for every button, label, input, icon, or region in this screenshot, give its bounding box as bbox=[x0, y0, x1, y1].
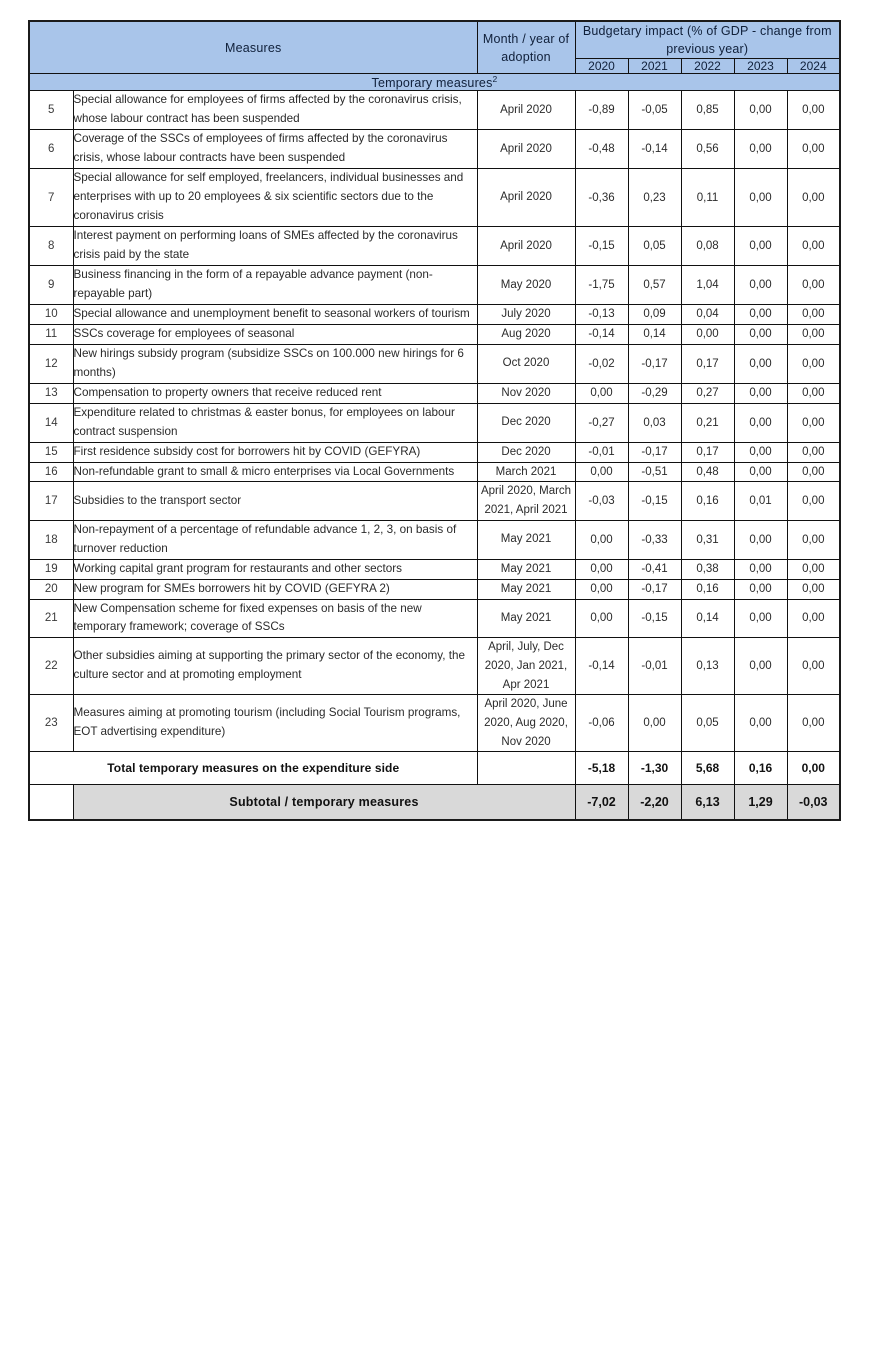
measure-description: Non-repayment of a percentage of refundable advance 1, 2, 3, on basis of turnover reduction bbox=[73, 520, 477, 559]
table-row bbox=[29, 559, 840, 579]
value-2022: 0,11 bbox=[681, 169, 734, 227]
value-2021: 0,14 bbox=[628, 324, 681, 344]
measure-description: Compensation to property owners that receive reduced rent bbox=[73, 383, 477, 403]
value-2023: 0,00 bbox=[734, 304, 787, 324]
measure-description: Expenditure related to christmas & easter bonus, for employees on labour contract suspension bbox=[73, 403, 477, 442]
row-number: 7 bbox=[29, 169, 73, 227]
value-2020: -0,48 bbox=[575, 130, 628, 169]
total-row bbox=[29, 752, 840, 785]
table-header bbox=[29, 21, 840, 74]
measure-description: New program for SMEs borrowers hit by COVID (GEFYRA 2) bbox=[73, 579, 477, 599]
measure-description: Working capital grant program for restaurants and other sectors bbox=[73, 559, 477, 579]
table-row bbox=[29, 638, 840, 695]
row-number: 15 bbox=[29, 442, 73, 462]
total-value-2022: 5,68 bbox=[681, 752, 734, 785]
value-2022: 1,04 bbox=[681, 265, 734, 304]
value-2023: 0,00 bbox=[734, 638, 787, 695]
value-2020: -1,75 bbox=[575, 265, 628, 304]
section-banner-label: Temporary measures bbox=[371, 76, 493, 91]
adoption-month: Dec 2020 bbox=[477, 442, 575, 462]
section-banner-footnote: 2 bbox=[492, 74, 498, 85]
row-number: 6 bbox=[29, 130, 73, 169]
value-2023: 0,00 bbox=[734, 344, 787, 383]
row-number: 21 bbox=[29, 599, 73, 638]
adoption-month: Nov 2020 bbox=[477, 383, 575, 403]
row-number: 8 bbox=[29, 227, 73, 266]
table-row bbox=[29, 227, 840, 266]
measure-description: Measures aiming at promoting tourism (including Social Tourism programs, EOT advertising expenditure) bbox=[73, 695, 477, 752]
value-2024: 0,00 bbox=[787, 520, 840, 559]
row-number: 18 bbox=[29, 520, 73, 559]
value-2021: -0,33 bbox=[628, 520, 681, 559]
adoption-month: Aug 2020 bbox=[477, 324, 575, 344]
header-row-main bbox=[29, 21, 840, 59]
value-2020: 0,00 bbox=[575, 579, 628, 599]
measure-description: Special allowance and unemployment benefit to seasonal workers of tourism bbox=[73, 304, 477, 324]
adoption-month: April 2020 bbox=[477, 227, 575, 266]
measure-description: Special allowance for self employed, freelancers, individual businesses and enterprises with up to 20 employees & six scientific sectors due to the coronavirus crisis bbox=[73, 169, 477, 227]
measure-description: Subsidies to the transport sector bbox=[73, 482, 477, 520]
value-2022: 0,16 bbox=[681, 579, 734, 599]
value-2023: 0,00 bbox=[734, 91, 787, 130]
value-2023: 0,01 bbox=[734, 482, 787, 520]
header-month-year: Month / year of adoption bbox=[477, 21, 575, 74]
value-2023: 0,00 bbox=[734, 599, 787, 638]
adoption-month: April 2020, June 2020, Aug 2020, Nov 2020 bbox=[477, 695, 575, 752]
total-value-2021: -1,30 bbox=[628, 752, 681, 785]
subtotal-blank-cell bbox=[29, 785, 73, 821]
value-2022: 0,05 bbox=[681, 695, 734, 752]
measure-description: New hirings subsidy program (subsidize SSCs on 100.000 new hirings for 6 months) bbox=[73, 344, 477, 383]
header-year-2024: 2024 bbox=[787, 59, 840, 74]
value-2020: -0,89 bbox=[575, 91, 628, 130]
row-number: 10 bbox=[29, 304, 73, 324]
value-2024: 0,00 bbox=[787, 91, 840, 130]
row-number: 11 bbox=[29, 324, 73, 344]
value-2022: 0,13 bbox=[681, 638, 734, 695]
value-2020: -0,15 bbox=[575, 227, 628, 266]
value-2020: -0,01 bbox=[575, 442, 628, 462]
value-2024: 0,00 bbox=[787, 265, 840, 304]
subtotal-value-2021: -2,20 bbox=[628, 785, 681, 821]
value-2023: 0,00 bbox=[734, 695, 787, 752]
header-year-2020: 2020 bbox=[575, 59, 628, 74]
value-2022: 0,21 bbox=[681, 403, 734, 442]
value-2020: -0,27 bbox=[575, 403, 628, 442]
header-year-2022: 2022 bbox=[681, 59, 734, 74]
value-2024: 0,00 bbox=[787, 482, 840, 520]
section-banner-row bbox=[29, 74, 840, 91]
row-number: 9 bbox=[29, 265, 73, 304]
row-number: 5 bbox=[29, 91, 73, 130]
value-2024: 0,00 bbox=[787, 227, 840, 266]
measure-description: Interest payment on performing loans of SMEs affected by the coronavirus crisis paid by the state bbox=[73, 227, 477, 266]
measure-description: Other subsidies aiming at supporting the primary sector of the economy, the culture sector and at promoting employment bbox=[73, 638, 477, 695]
table-row bbox=[29, 442, 840, 462]
value-2024: 0,00 bbox=[787, 403, 840, 442]
table-row bbox=[29, 383, 840, 403]
adoption-month: Oct 2020 bbox=[477, 344, 575, 383]
header-year-2021: 2021 bbox=[628, 59, 681, 74]
value-2020: -0,03 bbox=[575, 482, 628, 520]
adoption-month: May 2021 bbox=[477, 520, 575, 559]
value-2024: 0,00 bbox=[787, 462, 840, 482]
header-measures: Measures bbox=[29, 21, 477, 74]
value-2024: 0,00 bbox=[787, 324, 840, 344]
value-2020: 0,00 bbox=[575, 559, 628, 579]
row-number: 16 bbox=[29, 462, 73, 482]
value-2021: -0,51 bbox=[628, 462, 681, 482]
value-2022: 0,16 bbox=[681, 482, 734, 520]
adoption-month: April 2020, March 2021, April 2021 bbox=[477, 482, 575, 520]
row-number: 23 bbox=[29, 695, 73, 752]
table-row bbox=[29, 462, 840, 482]
adoption-month: May 2021 bbox=[477, 559, 575, 579]
table-body bbox=[29, 74, 840, 820]
value-2021: 0,03 bbox=[628, 403, 681, 442]
measure-description: Non-refundable grant to small & micro enterprises via Local Governments bbox=[73, 462, 477, 482]
table-row bbox=[29, 599, 840, 638]
value-2021: 0,57 bbox=[628, 265, 681, 304]
measure-description: Business financing in the form of a repayable advance payment (non-repayable part) bbox=[73, 265, 477, 304]
measure-description: Special allowance for employees of firms affected by the coronavirus crisis, whose labour contract has been suspended bbox=[73, 91, 477, 130]
value-2020: -0,14 bbox=[575, 324, 628, 344]
fiscal-measures-page bbox=[28, 20, 840, 821]
row-number: 19 bbox=[29, 559, 73, 579]
table-row bbox=[29, 344, 840, 383]
value-2020: -0,14 bbox=[575, 638, 628, 695]
value-2024: 0,00 bbox=[787, 169, 840, 227]
adoption-month: May 2021 bbox=[477, 599, 575, 638]
value-2024: 0,00 bbox=[787, 638, 840, 695]
adoption-month: April, July, Dec 2020, Jan 2021, Apr 2021 bbox=[477, 638, 575, 695]
value-2020: -0,36 bbox=[575, 169, 628, 227]
value-2023: 0,00 bbox=[734, 403, 787, 442]
value-2024: 0,00 bbox=[787, 344, 840, 383]
measure-description: New Compensation scheme for fixed expenses on basis of the new temporary framework; coverage of SSCs bbox=[73, 599, 477, 638]
table-row bbox=[29, 579, 840, 599]
value-2023: 0,00 bbox=[734, 169, 787, 227]
total-value-2020: -5,18 bbox=[575, 752, 628, 785]
total-value-2024: 0,00 bbox=[787, 752, 840, 785]
value-2024: 0,00 bbox=[787, 559, 840, 579]
header-year-2023: 2023 bbox=[734, 59, 787, 74]
value-2022: 0,56 bbox=[681, 130, 734, 169]
value-2021: -0,41 bbox=[628, 559, 681, 579]
adoption-month: Dec 2020 bbox=[477, 403, 575, 442]
row-number: 22 bbox=[29, 638, 73, 695]
value-2021: -0,17 bbox=[628, 344, 681, 383]
row-number: 17 bbox=[29, 482, 73, 520]
value-2021: 0,23 bbox=[628, 169, 681, 227]
value-2022: 0,08 bbox=[681, 227, 734, 266]
row-number: 20 bbox=[29, 579, 73, 599]
table-row bbox=[29, 265, 840, 304]
value-2022: 0,17 bbox=[681, 442, 734, 462]
adoption-month: April 2020 bbox=[477, 169, 575, 227]
table-row bbox=[29, 91, 840, 130]
value-2020: 0,00 bbox=[575, 599, 628, 638]
measure-description: SSCs coverage for employees of seasonal bbox=[73, 324, 477, 344]
value-2022: 0,85 bbox=[681, 91, 734, 130]
value-2022: 0,04 bbox=[681, 304, 734, 324]
subtotal-value-2022: 6,13 bbox=[681, 785, 734, 821]
value-2024: 0,00 bbox=[787, 442, 840, 462]
value-2022: 0,14 bbox=[681, 599, 734, 638]
subtotal-value-2024: -0,03 bbox=[787, 785, 840, 821]
value-2022: 0,17 bbox=[681, 344, 734, 383]
total-value-2023: 0,16 bbox=[734, 752, 787, 785]
value-2020: -0,02 bbox=[575, 344, 628, 383]
measure-description: Coverage of the SSCs of employees of firms affected by the coronavirus crisis, whose labour contracts have been suspended bbox=[73, 130, 477, 169]
row-number: 14 bbox=[29, 403, 73, 442]
value-2023: 0,00 bbox=[734, 265, 787, 304]
table-row bbox=[29, 130, 840, 169]
adoption-month: July 2020 bbox=[477, 304, 575, 324]
row-number: 12 bbox=[29, 344, 73, 383]
value-2023: 0,00 bbox=[734, 559, 787, 579]
subtotal-value-2020: -7,02 bbox=[575, 785, 628, 821]
value-2022: 0,27 bbox=[681, 383, 734, 403]
adoption-month: March 2021 bbox=[477, 462, 575, 482]
value-2023: 0,00 bbox=[734, 462, 787, 482]
value-2024: 0,00 bbox=[787, 579, 840, 599]
table-row bbox=[29, 403, 840, 442]
value-2023: 0,00 bbox=[734, 579, 787, 599]
value-2024: 0,00 bbox=[787, 599, 840, 638]
section-banner-cell bbox=[29, 74, 840, 91]
value-2022: 0,48 bbox=[681, 462, 734, 482]
value-2022: 0,00 bbox=[681, 324, 734, 344]
value-2021: -0,29 bbox=[628, 383, 681, 403]
value-2023: 0,00 bbox=[734, 324, 787, 344]
value-2022: 0,31 bbox=[681, 520, 734, 559]
table-row bbox=[29, 324, 840, 344]
total-month bbox=[477, 752, 575, 785]
value-2023: 0,00 bbox=[734, 383, 787, 403]
value-2020: -0,06 bbox=[575, 695, 628, 752]
value-2021: 0,05 bbox=[628, 227, 681, 266]
value-2021: 0,09 bbox=[628, 304, 681, 324]
value-2021: -0,01 bbox=[628, 638, 681, 695]
subtotal-label: Subtotal / temporary measures bbox=[73, 785, 575, 821]
table-row bbox=[29, 520, 840, 559]
value-2021: 0,00 bbox=[628, 695, 681, 752]
value-2021: -0,17 bbox=[628, 579, 681, 599]
fiscal-measures-table bbox=[28, 20, 841, 821]
value-2023: 0,00 bbox=[734, 227, 787, 266]
subtotal-row bbox=[29, 785, 840, 821]
value-2023: 0,00 bbox=[734, 442, 787, 462]
value-2024: 0,00 bbox=[787, 695, 840, 752]
value-2021: -0,14 bbox=[628, 130, 681, 169]
row-number: 13 bbox=[29, 383, 73, 403]
adoption-month: May 2020 bbox=[477, 265, 575, 304]
value-2021: -0,17 bbox=[628, 442, 681, 462]
value-2023: 0,00 bbox=[734, 130, 787, 169]
measure-description: First residence subsidy cost for borrowers hit by COVID (GEFYRA) bbox=[73, 442, 477, 462]
value-2024: 0,00 bbox=[787, 383, 840, 403]
table-row bbox=[29, 695, 840, 752]
value-2020: 0,00 bbox=[575, 462, 628, 482]
adoption-month: April 2020 bbox=[477, 130, 575, 169]
table-row bbox=[29, 304, 840, 324]
value-2020: 0,00 bbox=[575, 520, 628, 559]
total-label: Total temporary measures on the expenditure side bbox=[29, 752, 477, 785]
adoption-month: May 2021 bbox=[477, 579, 575, 599]
header-budgetary-impact: Budgetary impact (% of GDP - change from previous year) bbox=[575, 21, 840, 59]
value-2020: -0,13 bbox=[575, 304, 628, 324]
value-2021: -0,05 bbox=[628, 91, 681, 130]
adoption-month: April 2020 bbox=[477, 91, 575, 130]
value-2024: 0,00 bbox=[787, 130, 840, 169]
value-2021: -0,15 bbox=[628, 482, 681, 520]
value-2023: 0,00 bbox=[734, 520, 787, 559]
table-row bbox=[29, 169, 840, 227]
value-2020: 0,00 bbox=[575, 383, 628, 403]
table-row bbox=[29, 482, 840, 520]
subtotal-value-2023: 1,29 bbox=[734, 785, 787, 821]
value-2024: 0,00 bbox=[787, 304, 840, 324]
value-2022: 0,38 bbox=[681, 559, 734, 579]
value-2021: -0,15 bbox=[628, 599, 681, 638]
